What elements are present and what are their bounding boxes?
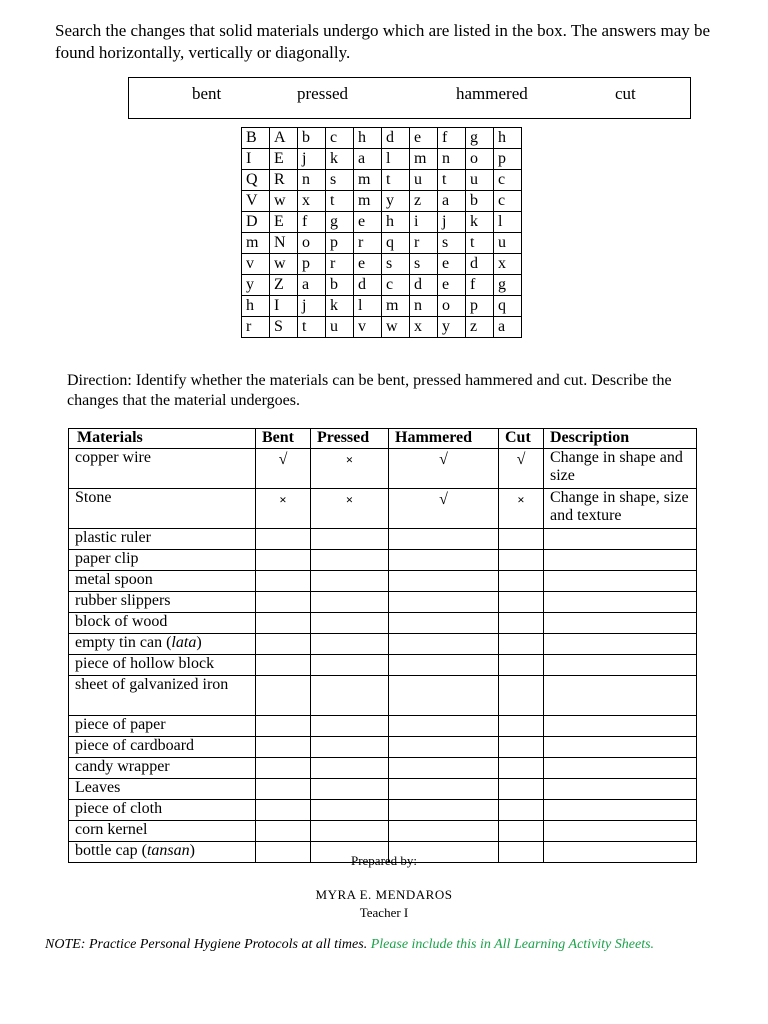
description-cell (544, 758, 697, 779)
grid-cell: r (354, 233, 382, 254)
grid-cell: A (270, 128, 298, 149)
grid-cell: Z (270, 275, 298, 296)
cut-cell: × (499, 489, 544, 529)
grid-cell: v (354, 317, 382, 338)
grid-cell: b (326, 275, 354, 296)
grid-cell: I (242, 149, 270, 170)
table-row (69, 489, 697, 529)
hammered-cell: √ (389, 449, 499, 489)
cut-cell (499, 655, 544, 676)
grid-cell: t (382, 170, 410, 191)
header-hammered: Hammered (389, 429, 499, 449)
cut-cell (499, 737, 544, 758)
grid-cell: Q (242, 170, 270, 191)
bent-cell (256, 634, 311, 655)
grid-cell: o (438, 296, 466, 317)
bent-cell (256, 800, 311, 821)
grid-cell: p (298, 254, 326, 275)
cut-cell (499, 634, 544, 655)
grid-cell: n (410, 296, 438, 317)
material-cell: Leaves (69, 779, 256, 800)
word-hammered: hammered (456, 84, 528, 103)
material-cell: empty tin can (lata) (69, 634, 256, 655)
grid-cell: g (494, 275, 522, 296)
preparer-title: Teacher I (359, 905, 409, 920)
description-cell (544, 655, 697, 676)
grid-cell: w (382, 317, 410, 338)
grid-cell: e (438, 275, 466, 296)
description-cell (544, 571, 697, 592)
grid-cell: k (326, 296, 354, 317)
grid-cell: I (270, 296, 298, 317)
grid-row (242, 275, 522, 296)
description-cell (544, 737, 697, 758)
grid-cell: n (298, 170, 326, 191)
table-row (69, 571, 697, 592)
bent-cell (256, 571, 311, 592)
grid-cell: d (466, 254, 494, 275)
grid-cell: o (298, 233, 326, 254)
table-row (69, 737, 697, 758)
material-cell: piece of cardboard (69, 737, 256, 758)
pressed-cell (311, 779, 389, 800)
pressed-cell (311, 821, 389, 842)
pressed-cell (311, 634, 389, 655)
word-search-grid (241, 127, 522, 338)
grid-cell: q (382, 233, 410, 254)
header-description: Description (544, 429, 697, 449)
grid-cell: B (242, 128, 270, 149)
description-cell (544, 800, 697, 821)
grid-cell: y (242, 275, 270, 296)
grid-cell: s (382, 254, 410, 275)
description-cell (544, 613, 697, 634)
grid-cell: z (410, 191, 438, 212)
note-highlight: Please include this in All Learning Activity Sheets. (370, 937, 655, 952)
word-box (128, 77, 691, 119)
material-cell: plastic ruler (69, 529, 256, 550)
grid-cell: a (494, 317, 522, 338)
cut-cell (499, 716, 544, 737)
hammered-cell (389, 716, 499, 737)
grid-cell: D (242, 212, 270, 233)
table-row (69, 655, 697, 676)
cut-cell (499, 550, 544, 571)
grid-cell: E (270, 212, 298, 233)
grid-cell: l (382, 149, 410, 170)
pressed-cell (311, 571, 389, 592)
grid-cell: m (354, 191, 382, 212)
grid-cell: m (382, 296, 410, 317)
description-cell (544, 676, 697, 716)
cut-cell (499, 779, 544, 800)
grid-cell: t (466, 233, 494, 254)
grid-row (242, 296, 522, 317)
grid-cell: j (438, 212, 466, 233)
grid-cell: k (466, 212, 494, 233)
description-cell (544, 779, 697, 800)
grid-cell: N (270, 233, 298, 254)
grid-cell: t (326, 191, 354, 212)
word-cut: cut (615, 84, 636, 103)
hammered-cell (389, 592, 499, 613)
hammered-cell (389, 613, 499, 634)
table-row (69, 592, 697, 613)
hammered-cell (389, 800, 499, 821)
pressed-cell (311, 550, 389, 571)
pressed-cell (311, 592, 389, 613)
bent-cell (256, 655, 311, 676)
hammered-cell (389, 779, 499, 800)
bent-cell (256, 821, 311, 842)
cut-cell (499, 758, 544, 779)
grid-cell: E (270, 149, 298, 170)
hammered-cell (389, 737, 499, 758)
grid-cell: e (354, 254, 382, 275)
grid-cell: r (242, 317, 270, 338)
description-cell (544, 821, 697, 842)
bent-cell (256, 592, 311, 613)
grid-cell: h (354, 128, 382, 149)
word-pressed: pressed (297, 84, 348, 103)
hammered-cell (389, 550, 499, 571)
material-cell: copper wire (69, 449, 256, 489)
grid-cell: x (410, 317, 438, 338)
bent-cell (256, 550, 311, 571)
grid-cell: d (410, 275, 438, 296)
grid-cell: u (466, 170, 494, 191)
material-cell: piece of paper (69, 716, 256, 737)
bent-cell: √ (256, 449, 311, 489)
grid-cell: y (438, 317, 466, 338)
grid-cell: s (410, 254, 438, 275)
grid-cell: V (242, 191, 270, 212)
material-cell: rubber slippers (69, 592, 256, 613)
material-cell: sheet of galvanized iron (69, 676, 256, 716)
grid-cell: c (326, 128, 354, 149)
cut-cell (499, 592, 544, 613)
table-row (69, 821, 697, 842)
grid-cell: s (326, 170, 354, 191)
bent-cell (256, 737, 311, 758)
grid-cell: p (326, 233, 354, 254)
header-pressed: Pressed (311, 429, 389, 449)
hammered-cell (389, 821, 499, 842)
pressed-cell (311, 655, 389, 676)
grid-cell: u (494, 233, 522, 254)
grid-row (242, 149, 522, 170)
pressed-cell (311, 676, 389, 716)
table-header-row (69, 429, 697, 449)
grid-cell: g (326, 212, 354, 233)
cut-cell (499, 529, 544, 550)
pressed-cell: × (311, 449, 389, 489)
grid-cell: o (466, 149, 494, 170)
grid-cell: e (354, 212, 382, 233)
bent-cell (256, 716, 311, 737)
grid-cell: a (354, 149, 382, 170)
grid-cell: l (494, 212, 522, 233)
bent-cell (256, 676, 311, 716)
grid-cell: y (382, 191, 410, 212)
header-bent: Bent (256, 429, 311, 449)
grid-row (242, 317, 522, 338)
grid-cell: w (270, 191, 298, 212)
table-row (69, 676, 697, 716)
description-cell (544, 529, 697, 550)
grid-cell: a (298, 275, 326, 296)
bent-cell (256, 613, 311, 634)
hammered-cell: √ (389, 489, 499, 529)
grid-cell: f (438, 128, 466, 149)
grid-cell: p (466, 296, 494, 317)
table-row (69, 779, 697, 800)
grid-cell: m (242, 233, 270, 254)
table-row (69, 550, 697, 571)
cut-cell (499, 676, 544, 716)
direction-text: Direction: Identify whether the materials can be bent, pressed hammered and cut. Describe the changes that the material undergoes. (67, 372, 672, 409)
grid-cell: m (410, 149, 438, 170)
grid-cell: d (354, 275, 382, 296)
material-cell: paper clip (69, 550, 256, 571)
material-cell: metal spoon (69, 571, 256, 592)
pressed-cell (311, 529, 389, 550)
grid-cell: v (242, 254, 270, 275)
grid-cell: f (466, 275, 494, 296)
bent-cell (256, 529, 311, 550)
pressed-cell (311, 758, 389, 779)
cut-cell (499, 571, 544, 592)
grid-cell: t (298, 317, 326, 338)
grid-cell: u (410, 170, 438, 191)
hammered-cell (389, 758, 499, 779)
grid-cell: t (438, 170, 466, 191)
bent-cell (256, 779, 311, 800)
header-materials: Materials (69, 429, 256, 449)
grid-cell: p (494, 149, 522, 170)
table-row (69, 758, 697, 779)
hammered-cell (389, 634, 499, 655)
bent-cell (256, 758, 311, 779)
grid-cell: c (494, 170, 522, 191)
hammered-cell (389, 655, 499, 676)
grid-cell: b (466, 191, 494, 212)
material-cell: piece of hollow block (69, 655, 256, 676)
grid-cell: w (270, 254, 298, 275)
grid-cell: n (438, 149, 466, 170)
table-row (69, 800, 697, 821)
material-cell: Stone (69, 489, 256, 529)
grid-cell: e (438, 254, 466, 275)
grid-cell: a (438, 191, 466, 212)
material-cell: corn kernel (69, 821, 256, 842)
cut-cell: √ (499, 449, 544, 489)
description-cell (544, 634, 697, 655)
grid-row (242, 212, 522, 233)
description-cell: Change in shape, size and texture (544, 489, 697, 529)
grid-cell: j (298, 149, 326, 170)
grid-cell: u (326, 317, 354, 338)
pressed-cell: × (311, 489, 389, 529)
grid-cell: q (494, 296, 522, 317)
table-row (69, 449, 697, 489)
pressed-cell (311, 716, 389, 737)
hammered-cell (389, 571, 499, 592)
cut-cell (499, 800, 544, 821)
hammered-cell (389, 529, 499, 550)
grid-cell: c (382, 275, 410, 296)
grid-cell: g (466, 128, 494, 149)
table-row (69, 634, 697, 655)
bent-cell: × (256, 489, 311, 529)
grid-cell: x (494, 254, 522, 275)
material-cell: block of wood (69, 613, 256, 634)
grid-cell: s (438, 233, 466, 254)
word-bent: bent (192, 84, 222, 103)
grid-cell: f (298, 212, 326, 233)
grid-cell: h (382, 212, 410, 233)
pressed-cell (311, 737, 389, 758)
grid-cell: r (410, 233, 438, 254)
grid-cell: j (298, 296, 326, 317)
pressed-cell (311, 800, 389, 821)
material-cell: piece of cloth (69, 800, 256, 821)
note-prefix: NOTE: Practice Personal Hygiene Protocols at all times. (45, 937, 368, 952)
description-cell (544, 592, 697, 613)
header-cut: Cut (499, 429, 544, 449)
grid-cell: c (494, 191, 522, 212)
grid-cell: l (354, 296, 382, 317)
grid-cell: x (298, 191, 326, 212)
grid-cell: e (410, 128, 438, 149)
hammered-cell (389, 676, 499, 716)
table-row (69, 529, 697, 550)
grid-cell: z (466, 317, 494, 338)
hygiene-note (45, 936, 695, 954)
materials-table (68, 428, 697, 863)
grid-row (242, 170, 522, 191)
grid-cell: r (326, 254, 354, 275)
grid-cell: m (354, 170, 382, 191)
table-row (69, 613, 697, 634)
material-cell: bottle cap (tansan) (69, 842, 256, 863)
material-cell: candy wrapper (69, 758, 256, 779)
instructions-text: Search the changes that solid materials undergo which are listed in the box. The answers may be found horizontally, vertically or diagonally. (55, 21, 711, 62)
grid-cell: S (270, 317, 298, 338)
grid-row (242, 233, 522, 254)
cut-cell (499, 821, 544, 842)
grid-cell: b (298, 128, 326, 149)
prepared-by-label: Prepared by: (350, 853, 418, 868)
preparer-name: MYRA E. MENDAROS (315, 887, 453, 902)
grid-row (242, 254, 522, 275)
table-row (69, 716, 697, 737)
grid-cell: h (242, 296, 270, 317)
grid-cell: h (494, 128, 522, 149)
description-cell (544, 550, 697, 571)
pressed-cell (311, 613, 389, 634)
grid-cell: k (326, 149, 354, 170)
grid-cell: R (270, 170, 298, 191)
description-cell (544, 716, 697, 737)
grid-row (242, 128, 522, 149)
cut-cell (499, 613, 544, 634)
grid-cell: i (410, 212, 438, 233)
grid-row (242, 191, 522, 212)
grid-cell: d (382, 128, 410, 149)
description-cell: Change in shape and size (544, 449, 697, 489)
